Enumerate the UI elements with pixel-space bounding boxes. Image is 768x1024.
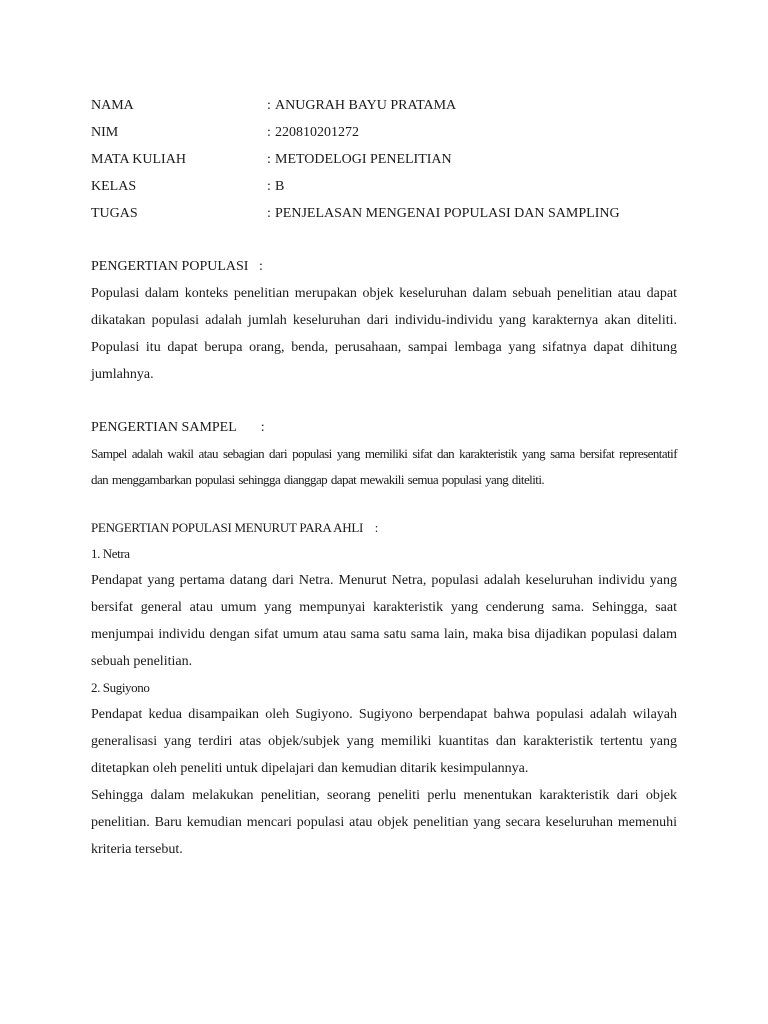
sampel-heading: PENGERTIAN SAMPEL : [91,420,265,435]
info-colon: : [267,205,271,221]
populasi-paragraph: Populasi dalam konteks penelitian merupakan objek keseluruhan dalam sebuah penelitian atau dapat dikatakan populasi adalah jumlah keseluruhan dari individu-individu yang karakternya akan diteliti. Populasi itu dapat berupa orang, benda, perusahaan, sampai lembaga yang sifatnya dapat dihitung jumlahnya. [91,286,677,382]
info-label: MATA KULIAH [91,151,186,167]
info-label: TUGAS [91,205,138,221]
ahli-item-title: 2. Sugiyono [91,680,150,695]
info-row-nama [91,92,677,119]
info-colon: : [267,124,271,140]
ahli-item-title: 1. Netra [91,546,130,561]
info-value: METODELOGI PENELITIAN [275,151,452,167]
info-value: 220810201272 [275,124,359,140]
info-value: PENJELASAN MENGENAI POPULASI DAN SAMPLING [275,205,620,221]
ahli-heading: PENGERTIAN POPULASI MENURUT PARA AHLI : [91,520,379,535]
info-label: KELAS [91,178,137,194]
info-label: NIM [91,124,119,140]
info-label: NAMA [91,97,134,113]
info-value: ANUGRAH BAYU PRATAMA [275,97,457,113]
info-row-mata-kuliah [91,146,677,173]
info-value: B [275,178,285,194]
sampel-paragraph: Sampel adalah wakil atau sebagian dari populasi yang memiliki sifat dan karakteristik yang sama bersifat representatif dan menggambarkan populasi sehingga dianggap dapat mewakili semua populasi yang diteliti. [91,446,677,487]
info-colon: : [267,178,271,194]
info-colon: : [267,151,271,167]
ahli-item-paragraph: Pendapat kedua disampaikan oleh Sugiyono. Sugiyono berpendapat bahwa populasi adalah wilayah generalisasi yang terdiri atas objek/subjek yang memiliki kuantitas dan karakteristik tertentu yang ditetapkan oleh peneliti untuk dipelajari dan kemudian ditarik kesimpulannya. [91,707,677,776]
document-page [91,92,677,863]
info-row-kelas [91,173,677,200]
info-row-tugas [91,200,677,227]
info-row-nim [91,119,677,146]
info-colon: : [267,97,271,113]
ahli-item-paragraph: Pendapat yang pertama datang dari Netra. Menurut Netra, populasi adalah keseluruhan individu yang bersifat general atau umum yang mempunyai karakteristik yang cenderung sama. Sehingga, saat menjumpai individu dengan sifat umum atau sama satu sama lain, maka bisa dijadikan populasi dalam sebuah penelitian. [91,573,677,669]
populasi-heading: PENGERTIAN POPULASI : [91,259,263,274]
ahli-item-paragraph: Sehingga dalam melakukan penelitian, seorang peneliti perlu menentukan karakteristik dari objek penelitian. Baru kemudian mencari populasi atau objek penelitian yang secara keseluruhan memenuhi kriteria tersebut. [91,788,677,857]
